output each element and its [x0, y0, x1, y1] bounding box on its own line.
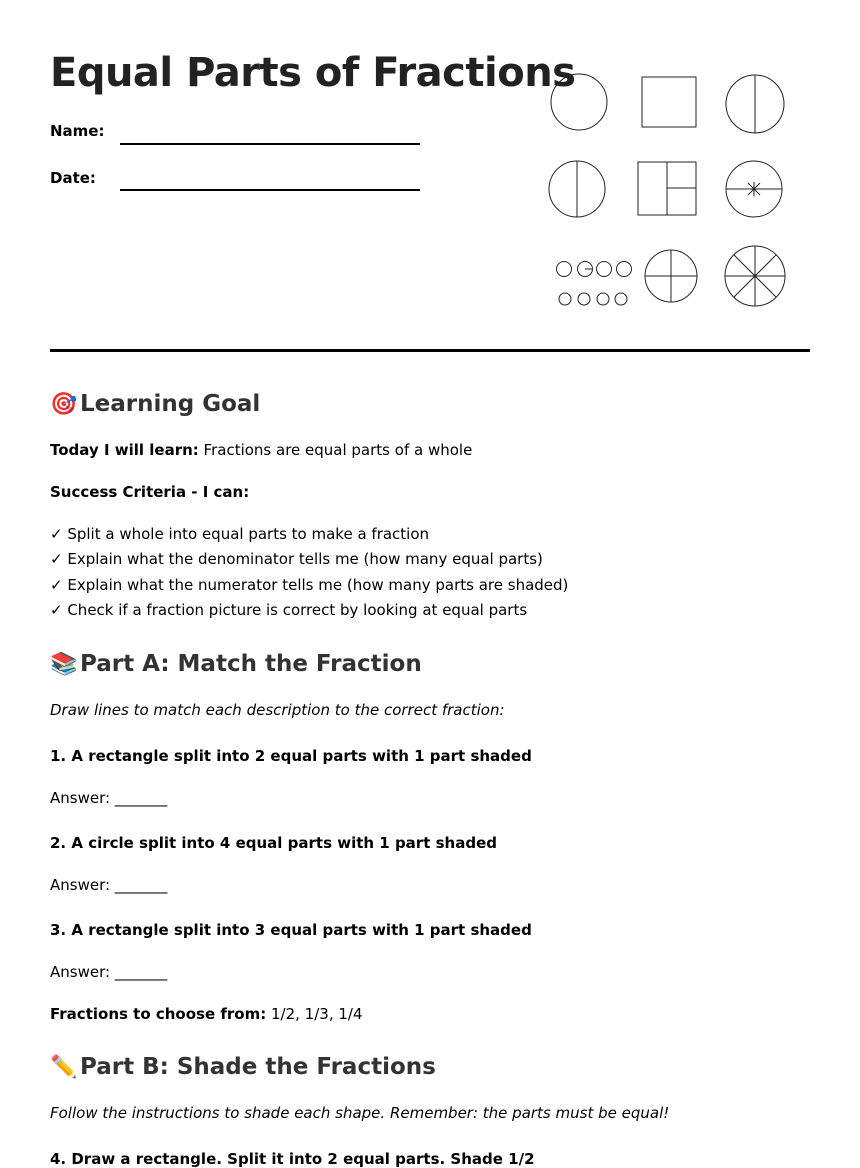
part-a-heading: [50, 651, 422, 677]
small-circles-group: [557, 262, 632, 306]
part-a-instruction: Draw lines to match each description to the correct fraction:: [50, 701, 505, 719]
fractions-choices: [50, 1005, 363, 1023]
pencil-icon: ✏️: [50, 1055, 78, 1080]
answer-1[interactable]: Answer: _______: [50, 789, 168, 807]
learning-goal-heading: [50, 391, 260, 417]
choices-label: Fractions to choose from:: [50, 1005, 267, 1023]
circle-halves-shape: [726, 75, 784, 133]
answer-2[interactable]: Answer: _______: [50, 876, 168, 894]
whole-square-shape: [642, 77, 696, 127]
date-line[interactable]: [120, 189, 420, 191]
criteria-item: ✓ Split a whole into equal parts to make a fraction: [50, 525, 430, 543]
part-a-title: Part A: Match the Fraction: [80, 651, 422, 677]
page-title: Equal Parts of Fractions: [50, 50, 576, 96]
choices-text: 1/2, 1/3, 1/4: [271, 1005, 363, 1023]
answer-3[interactable]: Answer: _______: [50, 963, 168, 981]
circle-eighths-small-shape: [726, 161, 782, 217]
part-b-heading: [50, 1054, 436, 1080]
name-label: Name:: [50, 122, 105, 140]
question-3: 3. A rectangle split into 3 equal parts with 1 part shaded: [50, 921, 532, 939]
books-icon: 📚: [50, 652, 78, 677]
success-criteria-label: Success Criteria - I can:: [50, 483, 250, 501]
question-1: 1. A rectangle split into 2 equal parts with 1 part shaded: [50, 747, 532, 765]
circle-halves-shape-2: [549, 161, 605, 217]
today-label: Today I will learn:: [50, 441, 199, 459]
fraction-shapes-illustration: [540, 62, 800, 322]
criteria-item: ✓ Check if a fraction picture is correct by looking at equal parts: [50, 601, 528, 619]
circle-quarters-shape: [645, 250, 697, 302]
question-2: 2. A circle split into 4 equal parts with 1 part shaded: [50, 834, 497, 852]
today-learn-line: [50, 441, 472, 459]
target-icon: 🎯: [50, 392, 78, 417]
question-4: 4. Draw a rectangle. Split it into 2 equal parts. Shade 1/2: [50, 1150, 535, 1168]
part-b-title: Part B: Shade the Fractions: [80, 1054, 436, 1080]
date-label: Date:: [50, 169, 96, 187]
rectangle-parts-shape: [638, 162, 696, 215]
criteria-item: ✓ Explain what the numerator tells me (how many parts are shaded): [50, 576, 569, 594]
name-line[interactable]: [120, 143, 420, 145]
whole-circle-shape: [551, 74, 607, 130]
today-text: Fractions are equal parts of a whole: [203, 441, 473, 459]
learning-goal-title: Learning Goal: [80, 391, 261, 417]
criteria-item: ✓ Explain what the denominator tells me (how many equal parts): [50, 550, 543, 568]
part-b-instruction: Follow the instructions to shade each shape. Remember: the parts must be equal!: [50, 1104, 670, 1122]
circle-eighths-shape: [725, 246, 785, 306]
header-divider: [50, 349, 810, 352]
